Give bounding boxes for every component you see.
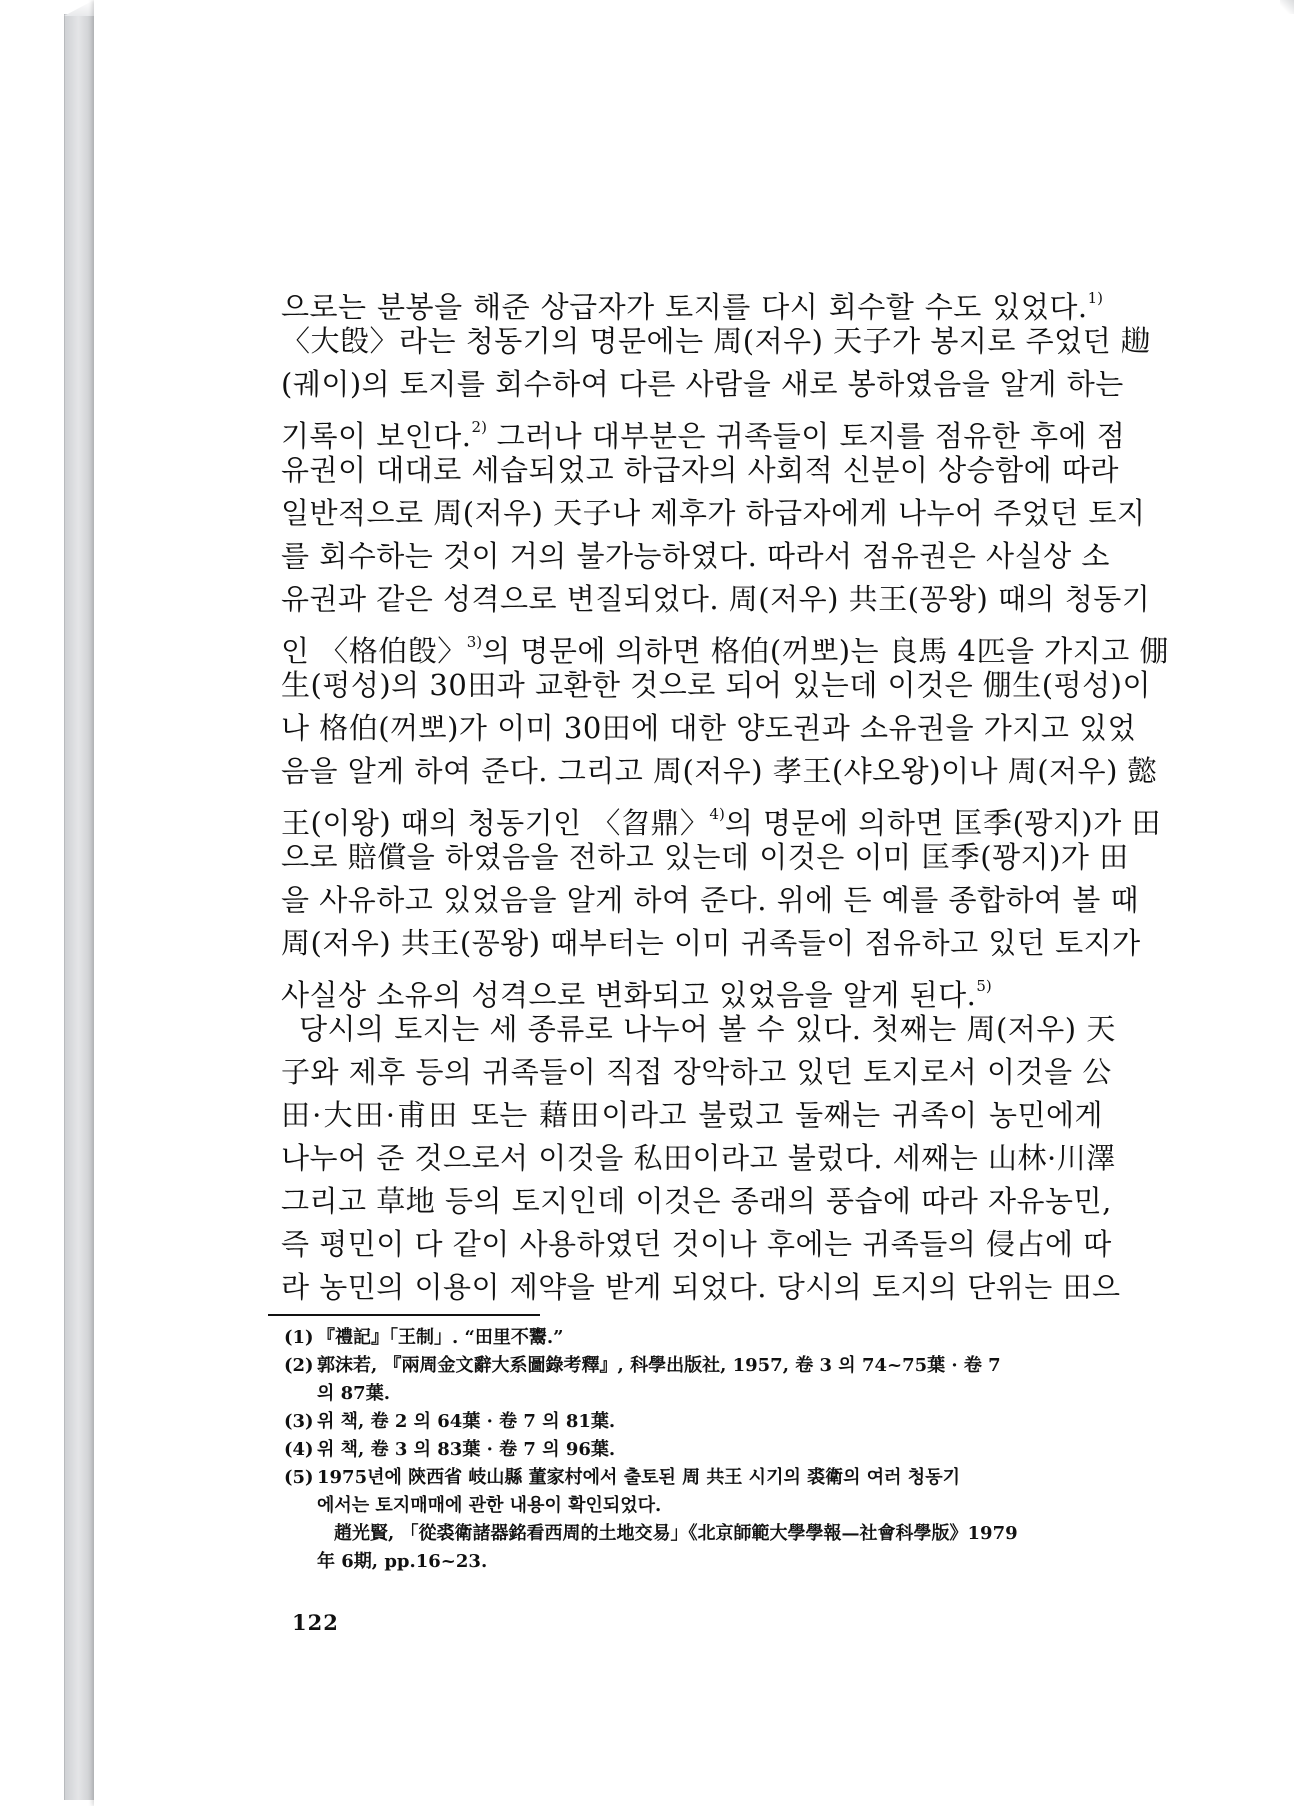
book-spine-top <box>64 0 94 16</box>
footnotes <box>284 1324 1104 1576</box>
body-line: 유권과 같은 성격으로 변질되었다. 周(저우) 共王(꽁왕) 때의 청동기 <box>281 582 1151 616</box>
footnote-2-continued: 의 87葉. <box>317 1383 390 1404</box>
page-corner-shadow <box>1280 0 1294 14</box>
footnote-ref[interactable]: 4) <box>709 805 725 823</box>
body-line: 일반적으로 周(저우) 天子나 제후가 하급자에게 나누어 주었던 토지 <box>281 496 1146 530</box>
body-line: 으로는 분봉을 해준 상급자가 토지를 다시 회수할 수도 있었다.$^{1)}$ <box>281 289 1103 324</box>
body-line: 인 〈格伯𣪘〉$^{3)}$의 명문에 의하면 格伯(꺼뽀)는 良馬 4匹을 가지고 倗 <box>281 633 1169 668</box>
body-line: 음을 알게 하여 준다. 그리고 周(저우) 孝王(샤오왕)이나 周(저우) 懿 <box>281 754 1158 788</box>
footnote-5: (5) 1975년에 陝西省 岐山縣 董家村에서 출토된 周 共王 시기의 裘衛의 여러 청동기 <box>284 1467 960 1488</box>
body-line: 〈大𣪘〉라는 청동기의 명문에는 周(저우) 天子가 봉지로 주었던 𧼦 <box>281 324 1151 358</box>
footnote-4: (4) 위 책, 卷 3 의 83葉 · 卷 7 의 96葉. <box>284 1439 616 1460</box>
footnote-2: (2) 郭沫若, 『兩周金文辭大系圖錄考釋』, 科學出版社, 1957, 卷 3 의 74~75葉 · 卷 7 <box>284 1355 1001 1376</box>
body-line: (궤이)의 토지를 회수하여 다른 사람을 새로 봉하였음을 알게 하는 <box>281 367 1124 401</box>
footnote-ref[interactable]: 2) <box>471 418 487 436</box>
footnote-5-continued: 에서는 토지매매에 관한 내용이 확인되었다. <box>317 1495 662 1516</box>
body-text <box>281 277 1169 1309</box>
footnote-3: (3) 위 책, 卷 2 의 64葉 · 卷 7 의 81葉. <box>284 1411 616 1432</box>
footnote-5-citation: 趙光賢, 「從裘衛諸器銘看西周的土地交易」《北京師範大學學報—社會科學版》1979 <box>334 1523 1018 1544</box>
body-line: 으로 賠償을 하였음을 전하고 있는데 이것은 이미 匡季(꽝지)가 田 <box>281 840 1129 874</box>
body-line: 나누어 준 것으로서 이것을 私田이라고 불렀다. 세째는 山林·川澤 <box>281 1141 1116 1175</box>
footnote-divider <box>268 1314 540 1316</box>
body-line: 를 회수하는 것이 거의 불가능하였다. 따라서 점유권은 사실상 소 <box>281 539 1110 573</box>
book-spine-edge <box>64 14 95 1800</box>
footnote-ref[interactable]: 5) <box>976 977 992 995</box>
body-line: 즉 평민이 다 같이 사용하였던 것이나 후에는 귀족들의 侵占에 따 <box>281 1227 1112 1261</box>
body-line: 王(이왕) 때의 청동기인 〈曶鼎〉$^{4)}$의 명문에 의하면 匡季(꽝지)가 田 <box>281 805 1161 840</box>
footnote-ref[interactable]: 3) <box>466 633 483 651</box>
page-number: 122 <box>292 1610 339 1635</box>
footnote-5-citation-continued: 年 6期, pp.16~23. <box>317 1551 488 1572</box>
body-line: 라 농민의 이용이 제약을 받게 되었다. 당시의 토지의 단위는 田으 <box>281 1270 1121 1304</box>
body-line: 기록이 보인다.$^{2)}$ 그러나 대부분은 귀족들이 토지를 점유한 후에 점 <box>281 418 1126 453</box>
body-line: 生(펑성)의 30田과 교환한 것으로 되어 있는데 이것은 倗生(펑성)이 <box>281 668 1151 702</box>
footnote-ref[interactable]: 1) <box>1087 289 1103 307</box>
body-line: 周(저우) 共王(꽁왕) 때부터는 이미 귀족들이 점유하고 있던 토지가 <box>281 926 1141 960</box>
paragraph-start-line: 당시의 토지는 세 종류로 나누어 볼 수 있다. 첫째는 周(저우) 天 <box>299 1012 1116 1046</box>
body-line: 子와 제후 등의 귀족들이 직접 장악하고 있던 토지로서 이것을 公 <box>281 1055 1112 1089</box>
body-line: 나 格伯(꺼뽀)가 이미 30田에 대한 양도권과 소유권을 가지고 있었 <box>281 711 1137 745</box>
body-line: 사실상 소유의 성격으로 변화되고 있었음을 알게 된다.$^{5)}$ <box>281 977 992 1012</box>
body-line: 그리고 草地 등의 토지인데 이것은 종래의 풍습에 따라 자유농민, <box>281 1184 1112 1218</box>
body-line: 田·大田·甫田 또는 藉田이라고 불렀고 둘째는 귀족이 농민에게 <box>281 1098 1103 1132</box>
body-line: 유권이 대대로 세습되었고 하급자의 사회적 신분이 상승함에 따라 <box>281 453 1119 487</box>
body-line: 을 사유하고 있었음을 알게 하여 준다. 위에 든 예를 종합하여 볼 때 <box>281 883 1139 917</box>
footnote-1: (1) 『禮記』「王制」. “田里不鬻.” <box>284 1327 564 1348</box>
